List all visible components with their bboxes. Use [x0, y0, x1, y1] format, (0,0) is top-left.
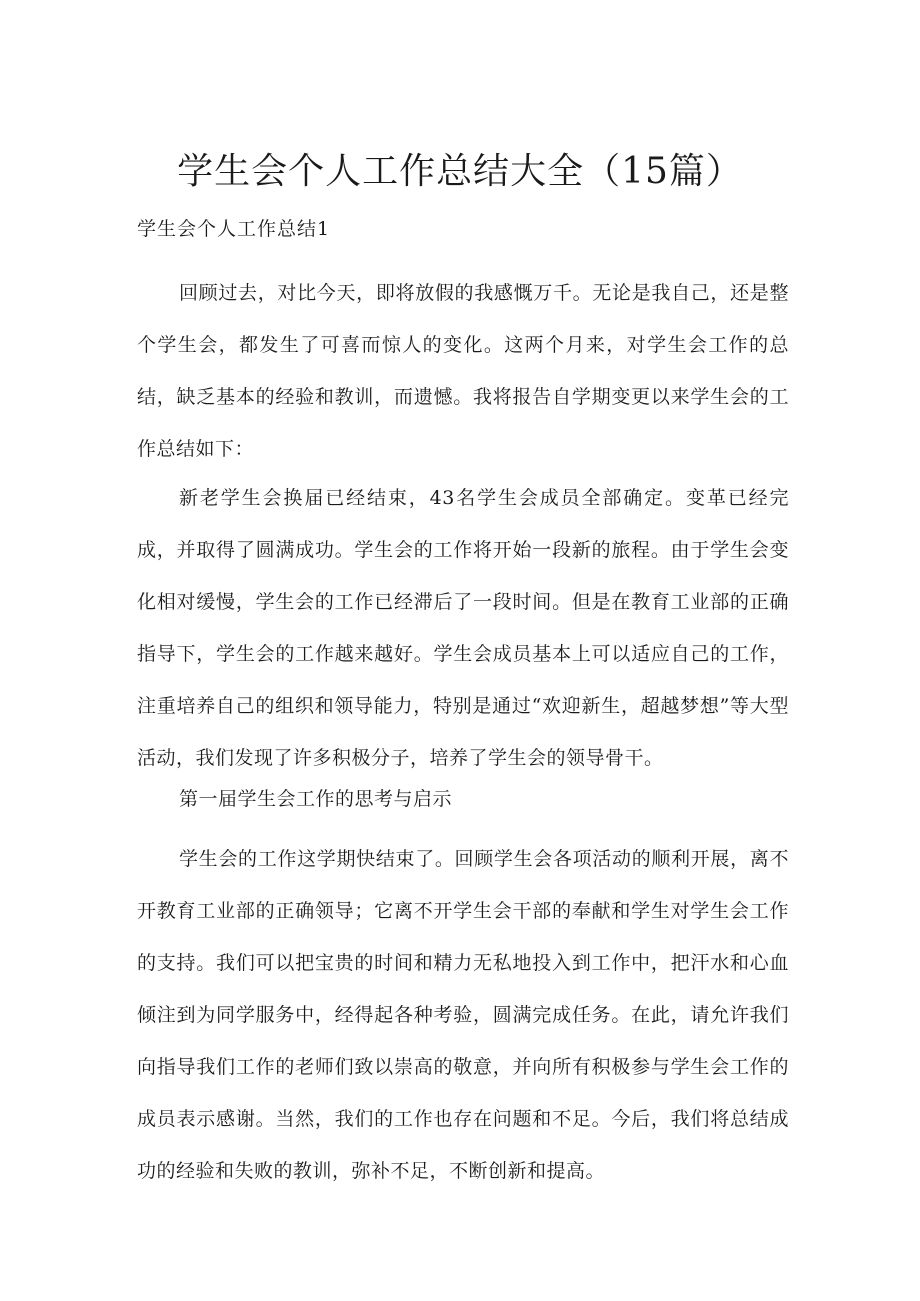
- paragraph-2: 新老学生会换届已经结束，43名学生会成员全部确定。变革已经完成，并取得了圆满成功。学生会的工作将开始一段新的旅程。由于学生会变化相对缓慢，学生会的工作已经滞后了一段时间。但是在教育工业部的正确指导下，学生会的工作越来越好。学生会成员基本上可以适应自己的工作，注重培养自己的组织和领导能力，特别是通过“欢迎新生，超越梦想”等大型活动，我们发现了许多积极分子，培养了学生会的领导骨干。: [137, 487, 789, 769]
- paragraph-1: 回顾过去，对比今天，即将放假的我感慨万千。无论是我自己，还是整个学生会，都发生了可喜而惊人的变化。这两个月来，对学生会工作的总结，缺乏基本的经验和教训，而遗憾。我将报告自学期变更以来学生会的工作总结如下：: [137, 282, 789, 460]
- section-title: 学生会个人工作总结1: [137, 218, 331, 240]
- document-title: 学生会个人工作总结大全（15篇）: [177, 151, 743, 192]
- paragraph-3: 学生会的工作这学期快结束了。回顾学生会各项活动的顺利开展，离不开教育工业部的正确领导；它离不开学生会干部的奉献和学生对学生会工作的支持。我们可以把宝贵的时间和精力无私地投入到工作中，把汗水和心血倾注到为同学服务中，经得起各种考验，圆满完成任务。在此，请允许我们向指导我们工作的老师们致以崇高的敬意，并向所有积极参与学生会工作的成员表示感谢。当然，我们的工作也存在问题和不足。今后，我们将总结成功的经验和失败的教训，弥补不足，不断创新和提高。: [137, 848, 789, 1182]
- subheading: 第一届学生会工作的思考与启示: [179, 788, 453, 810]
